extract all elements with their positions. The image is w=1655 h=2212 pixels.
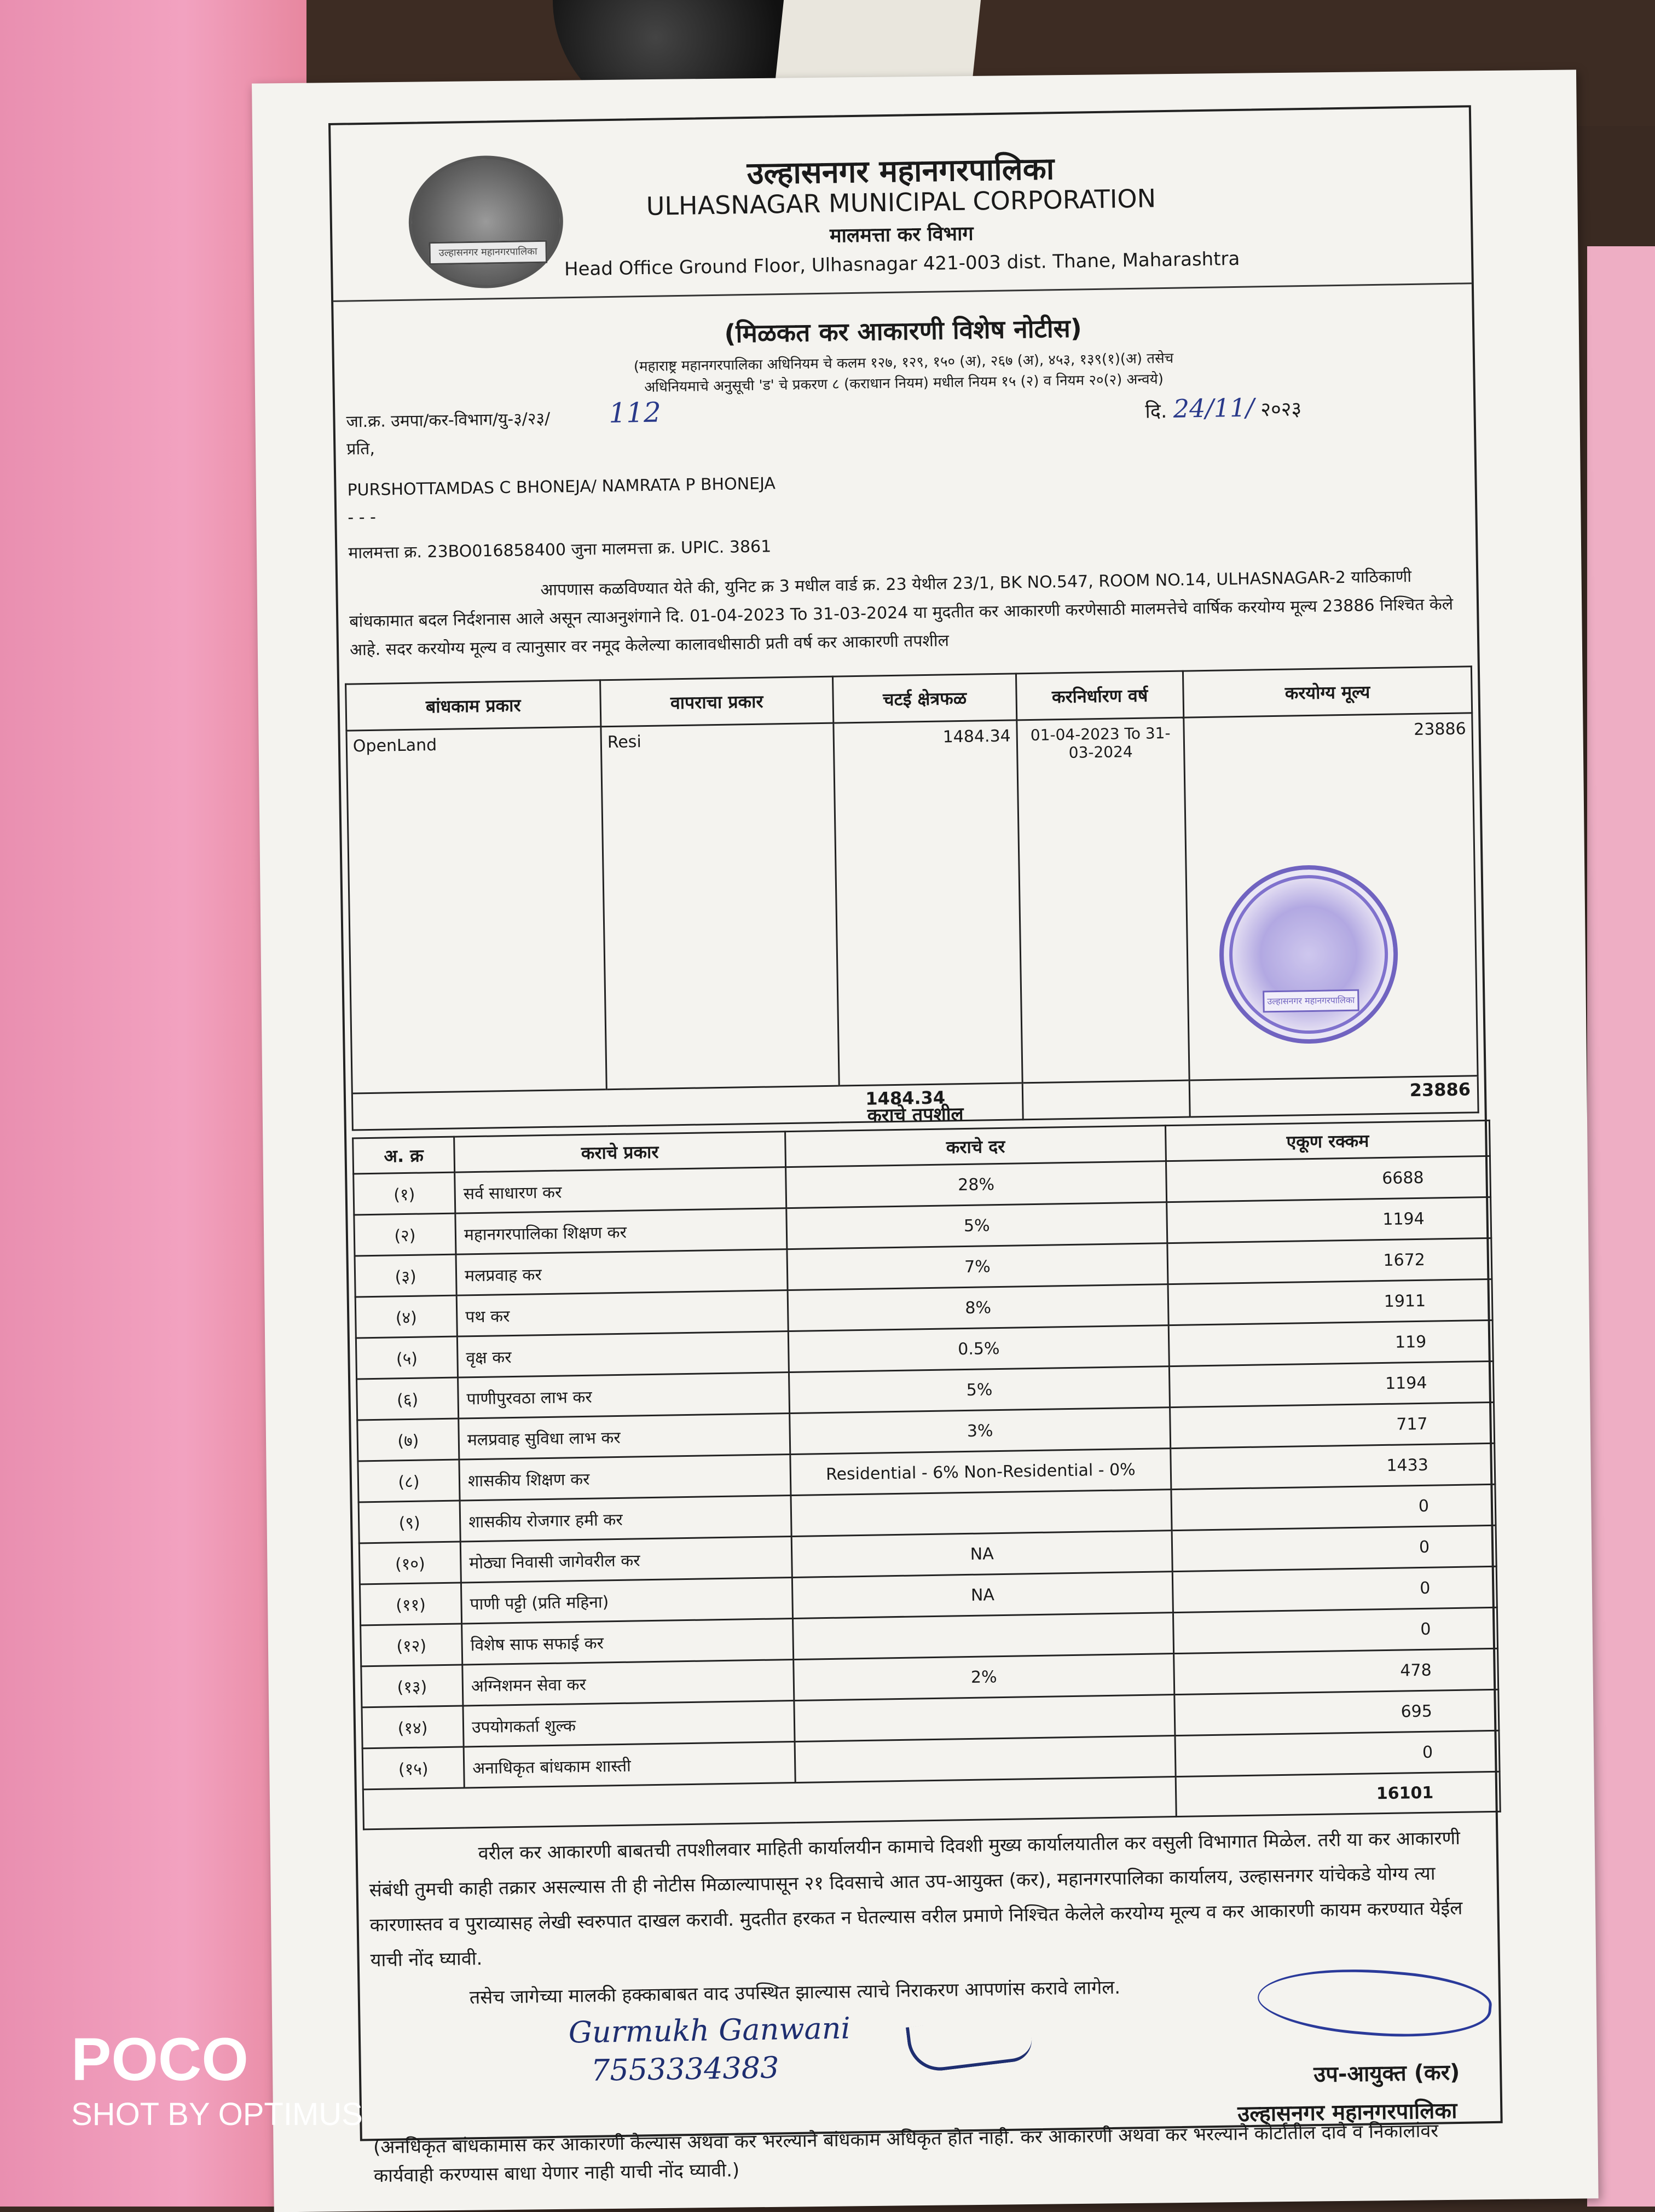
tax-amount: 478 xyxy=(1174,1648,1498,1694)
office-address: Head Office Ground Floor, Ulhasnagar 421-003 dist. Thane, Maharashtra xyxy=(564,247,1240,281)
officer-organisation: उल्हासनगर महानगरपालिका xyxy=(1237,2098,1457,2127)
tax-rate xyxy=(793,1613,1174,1660)
tax-amount: 0 xyxy=(1171,1484,1496,1530)
footer-note: (अनधिकृत बांधकामास कर आकारणी केल्यास अथवा कर भरल्याने बांधकाम अधिकृत होत नाही. कर आकारणी अथवा कर भरल्याने कोर्टातील दावे व निकालांवर कार्यवाही करण्यास बाधा येणार नाही याची नोंद घ्यावी.) xyxy=(373,2120,1439,2187)
tax-type: शासकीय रोजगार हमी कर xyxy=(460,1496,791,1542)
tax-rate: NA xyxy=(791,1531,1172,1578)
tax-rate: 5% xyxy=(786,1202,1167,1249)
tax-serial: (८) xyxy=(358,1460,460,1502)
officer-signature xyxy=(1255,1960,1494,2046)
tax-amount: 695 xyxy=(1174,1689,1499,1735)
tax-rate: NA xyxy=(792,1572,1173,1619)
logo-band: उल्हासनगर महानगरपालिका xyxy=(429,240,547,265)
tax-serial: (३) xyxy=(355,1254,456,1297)
col-taxable-value: करयोग्य मूल्य xyxy=(1183,667,1472,717)
tax-rate: 5% xyxy=(789,1366,1170,1414)
pink-folder-edge xyxy=(1587,246,1655,2207)
tax-rate: Residential - 6% Non-Residential - 0% xyxy=(790,1449,1171,1496)
tax-type: महानगरपालिका शिक्षण कर xyxy=(455,1208,787,1254)
footer-paragraph: वरील कर आकारणी बाबतची तपशीलवार माहिती कार्यालयीन कामाचे दिवशी मुख्य कार्यालयातील कर वसुली विभागात मिळेल. तरी या कर आकारणी संबंधी तुमची काही तक्रार असल्यास ती ही नोटीस मिळाल्यापासून २१ दिवसाचे आत उप-आयुक्त (कर), महानगरपालिका कार्यालय, उल्हासनगर यांचेकडे योग्य त्या कारणास्तव व पुराव्यासह लेखी स्वरुपात दाखल करावी. मुदतीत हरकत न घेतल्यास वरील प्रमाणे निश्चित केलेले करयोग्य मूल्य व कर आकारणी कायम करण्यात येईल याची नोंद घ्यावी. xyxy=(369,1827,1463,1972)
ownership-line: तसेच जागेच्या मालकी हक्काबाबत वाद उपस्थित झाल्यास त्याचे निराकरण आपणांस करावे लागेल. xyxy=(469,1976,1121,2009)
reference-label: जा.क्र. उमपा/कर-विभाग/यु-३/२३/ xyxy=(346,409,551,432)
tax-amount: 0 xyxy=(1172,1525,1496,1571)
tax-type: उपयोगकर्ता शुल्क xyxy=(463,1700,795,1746)
cell-usage-type: Resi xyxy=(601,723,839,1090)
notice-title: (मिळकत कर आकारणी विशेष नोटीस) xyxy=(724,313,1083,349)
tax-amount: 1194 xyxy=(1167,1197,1491,1243)
tax-serial: (१४) xyxy=(362,1706,464,1748)
col-serial: अ. क्र xyxy=(353,1137,455,1174)
property-number-line: मालमत्ता क्र. 23BO016858400 जुना मालमत्ता क्र. UPIC. 3861 xyxy=(348,537,772,563)
tax-type: अग्निशमन सेवा कर xyxy=(462,1659,794,1705)
cell-carpet-area: 1484.34 xyxy=(834,720,1022,1086)
letterhead xyxy=(331,107,1472,302)
handwritten-name: Gurmukh Ganwani xyxy=(568,2011,851,2050)
tax-details-heading: कराचे तपशील xyxy=(867,1103,964,1127)
tax-serial: (७) xyxy=(357,1418,459,1461)
tax-total-amount: 16101 xyxy=(1176,1771,1500,1816)
tax-type: विशेष साफ सफाई कर xyxy=(462,1619,794,1665)
tax-serial: (२) xyxy=(354,1213,456,1256)
reference-number-handwritten: 112 xyxy=(608,396,662,430)
tax-type: मलप्रवाह सुविधा लाभ कर xyxy=(459,1414,790,1460)
tax-rate xyxy=(794,1695,1175,1742)
tax-amount: 1672 xyxy=(1167,1238,1492,1284)
tax-serial: (४) xyxy=(355,1295,457,1338)
col-assessment-year: करनिर्धारण वर्ष xyxy=(1016,671,1183,720)
total-carpet-area: 1484.34 xyxy=(352,1083,1023,1130)
tax-rate: 7% xyxy=(787,1243,1168,1290)
officer-title: उप-आयुक्त (कर) xyxy=(1313,2059,1460,2088)
handwritten-initial xyxy=(906,2013,1034,2075)
tax-rate: 2% xyxy=(794,1654,1174,1701)
col-usage-type: वापराचा प्रकार xyxy=(600,676,834,727)
tax-details-table xyxy=(352,1120,1501,1831)
tax-type: सर्व साधारण कर xyxy=(455,1167,786,1213)
tax-type: अनाधिकृत बांधकाम शास्ती xyxy=(464,1741,795,1787)
tax-type: वृक्ष कर xyxy=(457,1331,789,1377)
camera-watermark-brand: POCO xyxy=(71,2026,248,2093)
cell-assessment-year: 01-04-2023 To 31-03-2024 xyxy=(1017,717,1189,1083)
owner-dashes: - - - xyxy=(348,507,377,528)
tax-serial: (११) xyxy=(360,1583,461,1625)
tax-serial: (१०) xyxy=(359,1542,461,1584)
stamp-label: उल्हासनगर महानगरपालिका xyxy=(1263,989,1359,1013)
tax-amount: 6688 xyxy=(1166,1156,1490,1202)
owner-name: PURSHOTTAMDAS C BHONEJA/ NAMRATA P BHONEJA xyxy=(347,474,776,500)
tax-type: पाणीपुरवठा लाभ कर xyxy=(458,1373,790,1418)
tax-amount: 717 xyxy=(1170,1402,1495,1448)
tax-serial: (१५) xyxy=(362,1747,464,1790)
tax-rate: 3% xyxy=(790,1408,1171,1455)
tax-rate: 8% xyxy=(788,1284,1168,1331)
tax-rows xyxy=(354,1156,1500,1789)
date-handwritten: 24/11/ xyxy=(1173,392,1255,424)
tax-amount: 119 xyxy=(1168,1320,1493,1366)
tax-amount: 1911 xyxy=(1168,1279,1492,1325)
tax-type: पाणी पट्टी (प्रति महिना) xyxy=(461,1578,792,1624)
tax-serial: (१) xyxy=(354,1172,455,1215)
org-name-english: ULHASNAGAR MUNICIPAL CORPORATION xyxy=(646,183,1156,221)
tax-rate xyxy=(791,1490,1172,1537)
tax-type: शासकीय शिक्षण कर xyxy=(459,1455,791,1501)
tax-type: मलप्रवाह कर xyxy=(456,1249,788,1295)
col-carpet-area: चटई क्षेत्रफळ xyxy=(832,674,1016,723)
cell-construction-type: OpenLand xyxy=(346,727,606,1093)
tax-serial: (९) xyxy=(358,1501,460,1543)
notice-document xyxy=(328,105,1503,2187)
tax-rate: 28% xyxy=(786,1161,1167,1208)
tax-serial: (१३) xyxy=(361,1665,463,1707)
notice-paragraph: आपणास कळविण्यात येते की, युनिट क्र 3 मधील वार्ड क्र. 23 येथील 23/1, BK NO.547, ROOM NO.14, ULHASNAGAR-2 याठिकाणी बांधकामात बदल निर्दशनास आले असून त्याअनुशंगाने दि. 01-04-2023 To 31-03-2024 या मुदतीत कर आकारणी करणेसाठी मालमत्तेचे वार्षिक करयोग्य मूल्य 23886 निश्चित केले आहे. सदर करयोग्य मूल्य व त्यानुसार वर नमूद केलेल्या कालावधीसाठी प्रती वर्ष कर आकारणी तपशील xyxy=(349,567,1454,660)
tax-amount: 0 xyxy=(1173,1607,1497,1653)
col-construction-type: बांधकाम प्रकार xyxy=(346,680,601,731)
tax-serial: (१२) xyxy=(361,1624,462,1666)
tax-amount: 1194 xyxy=(1169,1361,1494,1407)
col-tax-type: कराचे प्रकार xyxy=(454,1132,786,1172)
tax-type: पथ कर xyxy=(456,1290,788,1336)
tax-rate: 0.5% xyxy=(788,1325,1169,1373)
col-tax-rate: कराचे दर xyxy=(785,1126,1166,1167)
cell-taxable-value: 23886 xyxy=(1184,713,1478,1080)
to-label: प्रति, xyxy=(346,439,375,459)
tax-amount: 0 xyxy=(1175,1730,1500,1776)
notice-date xyxy=(1145,392,1302,424)
date-label: दि. xyxy=(1145,399,1167,423)
tax-amount: 1433 xyxy=(1171,1443,1495,1489)
notice-subtitle-2: अधिनियमाचे अनुसूची 'ड' चे प्रकरण ८ (कराधान नियम) मधील नियम १५ (२) व नियम २०(२) अन्वये) xyxy=(644,371,1164,396)
tax-amount: 0 xyxy=(1172,1566,1497,1612)
camera-watermark-credit: SHOT BY OPTIMUS xyxy=(71,2097,363,2132)
tax-serial: (६) xyxy=(357,1377,459,1420)
handwritten-phone: 7553334383 xyxy=(591,2050,779,2088)
tax-type: मोठ्या निवासी जागेवरील कर xyxy=(460,1537,792,1583)
notice-subtitle-1: (महाराष्ट्र महानगरपालिका अधिनियम चे कलम १२७, १२९, १५० (अ), २६७ (अ), ४५३, १३९(१)(अ) तसेच xyxy=(633,350,1174,375)
department-name: मालमत्ता कर विभाग xyxy=(829,222,974,247)
total-taxable-value: 23886 xyxy=(1189,1076,1478,1117)
tax-serial: (५) xyxy=(356,1336,458,1379)
org-name-marathi: उल्हासनगर महानगरपालिका xyxy=(747,151,1055,192)
date-year: २०२३ xyxy=(1260,398,1302,421)
tax-rate xyxy=(795,1736,1176,1783)
col-total-amount: एकूण रक्कम xyxy=(1165,1120,1490,1161)
